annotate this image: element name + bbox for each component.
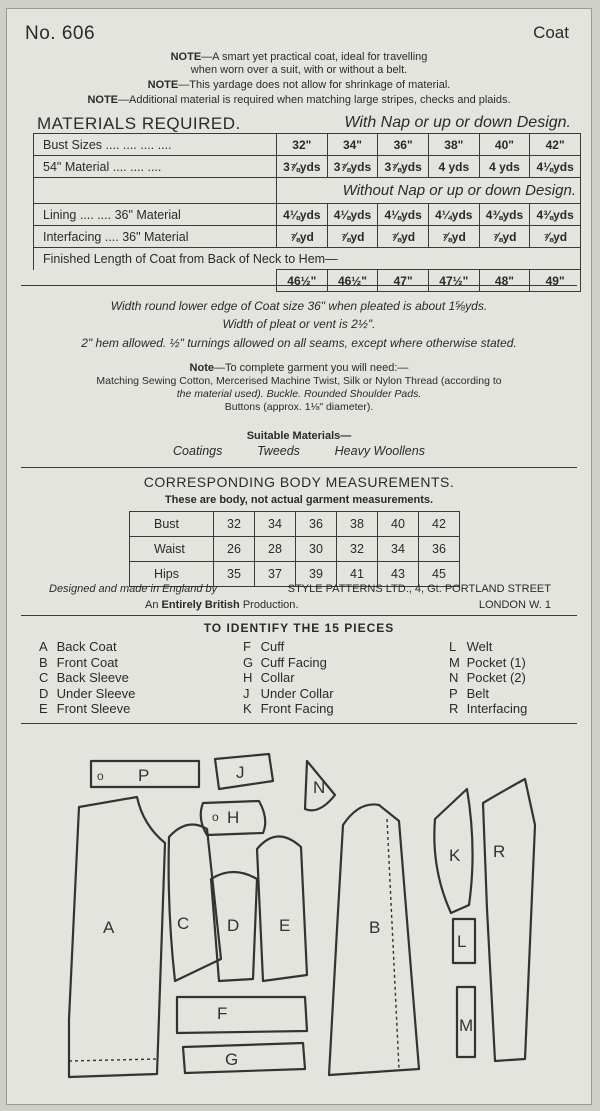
length-row: 46½" 46½" 47" 47½" 48" 49" <box>34 270 581 292</box>
pattern-number: No. 606 <box>25 23 96 44</box>
body-heading: CORRESPONDING BODY MEASUREMENTS. <box>143 474 455 490</box>
piece-shape-E <box>257 836 307 981</box>
piece-label-B: B <box>369 918 381 937</box>
pattern-envelope <box>6 8 592 1105</box>
piece-label-H: H <box>227 808 240 827</box>
notions: Matching Sewing Cotton, Mercerised Machine Twist, Silk or Nylon Thread (according to the material used). Buckle. Rounded Shoulder Pads. Buttons (approx. 1⅛" diameter). <box>96 375 502 413</box>
materials-heading: MATERIALS REQUIRED. <box>37 114 241 133</box>
piece-C: C Back Sleeve <box>39 670 129 685</box>
piece-A: A Back Coat <box>39 639 117 654</box>
svg-text:o: o <box>212 810 219 824</box>
body-row-hips: Hips 35 37 39 41 43 45 <box>130 562 460 587</box>
pieces-column-1 <box>39 639 135 717</box>
pieces-title: TO IDENTIFY THE 15 PIECES <box>203 621 395 635</box>
width-edge: Width round lower edge of Coat size 36" when pleated is about 1⅝yds. <box>110 299 488 313</box>
piece-label-C: C <box>177 914 190 933</box>
piece-D: D Under Sleeve <box>39 685 136 701</box>
divider <box>21 615 577 616</box>
piece-shape-F <box>177 997 307 1033</box>
pattern-title: Coat <box>533 23 569 42</box>
piece-label-L: L <box>457 932 467 951</box>
suitable-materials: Coatings Tweeds Heavy Woollens <box>173 444 425 458</box>
width-pleat: Width of pleat or vent is 2½". <box>222 317 376 331</box>
piece-label-F: F <box>217 1004 228 1023</box>
note-1: NOTE—A smart yet practical coat, ideal for travelling when worn over a suit, with or without a belt. <box>170 51 428 76</box>
divider <box>21 467 577 468</box>
piece-label-J: J <box>236 763 245 782</box>
body-row-bust: Bust 32 34 36 38 40 42 <box>130 512 460 537</box>
british-production: An Entirely British Production. LONDON W. 1 <box>145 599 551 611</box>
piece-B: B Front Coat <box>39 654 119 670</box>
piece-shape-A <box>69 797 165 1077</box>
piece-shape-R <box>483 779 535 1061</box>
lining-row: Lining .... .... 36" Material 4⅛yds 4⅛yds 4⅛yds 4¼yds 4⅜yds 4⅜yds <box>34 204 581 226</box>
piece-M: M Pocket (1) <box>449 654 526 670</box>
piece-G: G Cuff Facing <box>243 654 327 670</box>
divider <box>21 723 577 724</box>
with-nap-heading: With Nap or up or down Design. <box>344 114 571 131</box>
piece-label-A: A <box>103 918 115 937</box>
piece-F: F Cuff <box>243 639 285 654</box>
body-measurements-table <box>129 511 460 587</box>
piece-J: J Under Collar <box>243 685 334 701</box>
piece-label-M: M <box>459 1016 474 1035</box>
pieces-column-2 <box>243 639 334 717</box>
body-row-waist: Waist 26 28 30 32 34 36 <box>130 537 460 562</box>
interfacing-row: Interfacing .... 36" Material ⅞yd ⅞yd ⅞yd ⅞yd ⅞yd ⅞yd <box>34 226 581 248</box>
note-3: NOTE—Additional material is required when matching large stripes, checks and plaids. <box>87 94 511 106</box>
hem-allowance: 2" hem allowed. ½" turnings allowed on all seams, except where otherwise stated. <box>81 336 517 350</box>
piece-shape-G <box>183 1043 305 1073</box>
piece-R: R Interfacing <box>449 701 528 716</box>
piece-label-G: G <box>225 1050 239 1069</box>
svg-text:o: o <box>97 769 104 783</box>
piece-H: H Collar <box>243 670 295 685</box>
piece-label-K: K <box>449 846 461 865</box>
pattern-layout-diagram <box>7 729 593 1106</box>
length-label-row: Finished Length of Coat from Back of Neck to Hem— <box>34 248 581 270</box>
note-complete: Note—To complete garment you will need:— <box>189 362 409 374</box>
divider <box>21 285 577 286</box>
piece-label-D: D <box>227 916 240 935</box>
piece-E: E Front Sleeve <box>39 701 131 716</box>
pieces-column-3 <box>449 639 527 717</box>
without-nap-row: Without Nap or up or down Design. <box>34 178 581 204</box>
piece-label-P: P <box>138 766 150 785</box>
piece-label-N: N <box>313 778 326 797</box>
body-subheading: These are body, not actual garment measurements. <box>164 494 434 506</box>
piece-label-R: R <box>493 842 506 861</box>
piece-P: P Belt <box>449 685 490 701</box>
material-54-row: 54" Material .... .... .... 3⅞yds 3⅞yds 3⅞yds 4 yds 4 yds 4⅛yds <box>34 156 581 178</box>
piece-shape-B <box>329 804 419 1075</box>
note-2: NOTE—This yardage does not allow for shrinkage of material. <box>147 79 451 91</box>
bust-sizes-row: Bust Sizes .... .... .... .... 32" 34" 36" 38" 40" 42" <box>34 134 581 156</box>
piece-label-E: E <box>279 916 291 935</box>
piece-L: L Welt <box>449 639 493 654</box>
piece-K: K Front Facing <box>243 701 334 716</box>
piece-N: N Pocket (2) <box>449 670 526 685</box>
header <box>25 23 569 47</box>
designed-by: Designed and made in England by STYLE PATTERNS LTD., 4, Gt. PORTLAND STREET <box>49 583 551 595</box>
materials-table <box>33 133 581 292</box>
suitable-label: Suitable Materials— <box>246 430 352 442</box>
